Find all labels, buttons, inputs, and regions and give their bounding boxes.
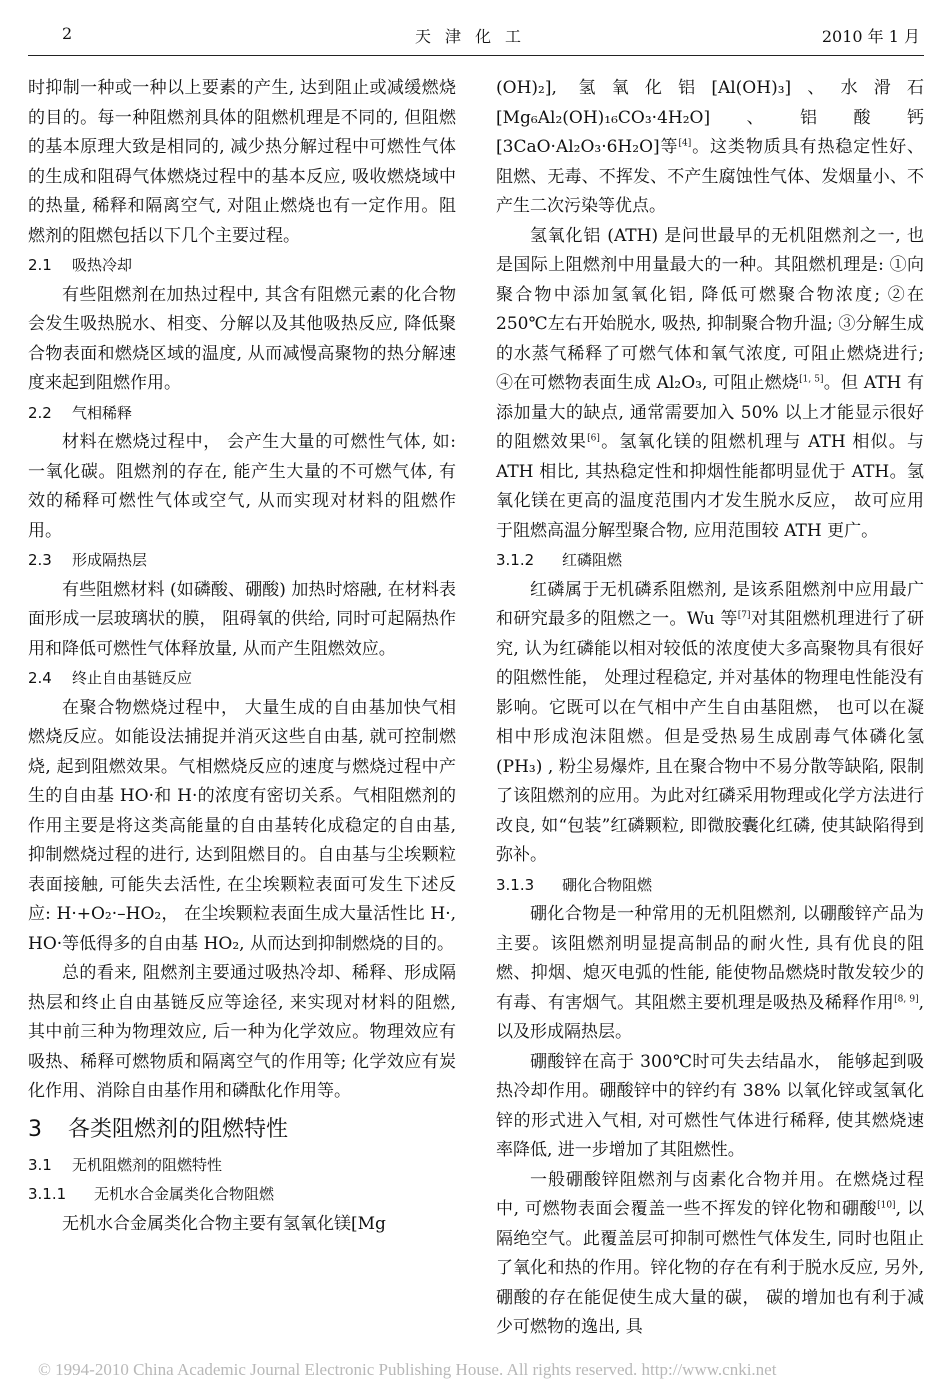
- page-header: [0, 0, 950, 58]
- section-title: 气相稀释: [72, 403, 133, 422]
- section-number: 2.4: [28, 669, 52, 687]
- paragraph-3-1-3-b: 硼酸锌在高于 300℃时可失去结晶水， 能够起到吸热冷却作用。硼酸锌中的锌约有 38% 以氧化锌或氢氧化锌的形式进入气相, 对可燃性气体进行稀释, 使其燃烧速率降低, 进一步增加了其阻燃性。: [496, 1051, 924, 1160]
- paragraph-3-1-3-a: 硼化合物是一种常用的无机阻燃剂, 以硼酸锌产品为主要。该阻燃剂明显提高制品的耐火性, 具有优良的阻燃、抑烟、熄灭电弧的性能, 能使物品燃烧时散发较少的有毒、有害烟气。其阻燃主要机理是吸热及稀释作用[8, 9], 以及形成隔热层。: [496, 904, 925, 1042]
- section-title: 吸热冷却: [72, 256, 133, 274]
- section-heading-2-3: [28, 546, 456, 576]
- paragraph-2-3: 有些阻燃材料 (如磷酸、硼酸) 加热时熔融, 在材料表面形成一层玻璃状的膜， 阻碍氧的供给, 同时可起隔热作用和降低可燃性气体释放量, 从而产生阻燃效应。: [28, 579, 456, 659]
- section-heading-3-1-2: [496, 546, 924, 576]
- section-heading-3-1-3: [496, 871, 924, 901]
- right-column: [496, 74, 924, 1343]
- section-number: 3.1.1: [28, 1185, 67, 1203]
- paragraph-2-1: 有些阻燃剂在加热过程中, 其含有阻燃元素的化合物会发生吸热脱水、相变、分解以及其他吸热反应, 降低聚合物表面和燃烧区域的温度, 从而减慢高聚物的热分解速度来起到阻燃作用。: [28, 284, 456, 393]
- section-number: 2.1: [28, 256, 52, 274]
- section-title: 无机阻燃剂的阻燃特性: [72, 1155, 223, 1174]
- section-title: 终止自由基链反应: [72, 669, 193, 687]
- paragraph-3-1-1-continued: (OH)₂], 氢氧化铝[Al(OH)₃]、水滑石[Mg₆Al₂(OH)₁₆CO₃·4H₂O]、铝酸钙[3CaO·Al₂O₃·6H₂O]等[4]。这类物质具有热稳定性好、阻燃、无毒、不挥发、不产生腐蚀性气体、发烟量小、不产生二次污染等优点。: [496, 78, 924, 216]
- section-number: 2.3: [28, 551, 52, 569]
- citation: [6]: [587, 433, 600, 444]
- citation: [8, 9]: [894, 993, 919, 1004]
- summary-paragraph: 总的看来, 阻燃剂主要通过吸热冷却、稀释、形成隔热层和终止自由基链反应等途径, 来实现对材料的阻燃, 其中前三种为物理效应, 后一种为化学效应。物理效应有吸热、稀释可燃物质和隔离空气的作用等; 化学效应有炭化作用、消除自由基作用和磷酞化作用等。: [28, 963, 456, 1101]
- section-title: 形成隔热层: [72, 551, 148, 569]
- section-heading-2-1: [28, 251, 456, 281]
- citation: [1, 5]: [799, 374, 824, 385]
- section-heading-3-1: [28, 1151, 456, 1181]
- section-title: 各类阻燃剂的阻燃特性: [68, 1116, 289, 1142]
- section-title: 红磷阻燃: [562, 551, 623, 569]
- journal-title: 天津化工: [414, 27, 535, 46]
- section-number: 3.1.2: [496, 551, 535, 569]
- paragraph-3-1-3-c: 一般硼酸锌阻燃剂与卤素化合物并用。在燃烧过程中, 可燃物表面会覆盖一些不挥发的锌化物和硼酸[10], 以隔绝空气。此覆盖层可抑制可燃性气体发生, 同时也阻止了氧化和热的作用。锌化物的存在有利于脱水反应, 另外, 硼酸的存在能促使生成大量的碳， 碳的增加也有利于减少可燃物的逸出, 具: [496, 1169, 924, 1337]
- section-heading-2-2: [28, 399, 456, 429]
- section-number: 2.2: [28, 403, 52, 422]
- citation: [10]: [877, 1200, 896, 1211]
- section-title: 硼化合物阻燃: [562, 875, 653, 894]
- paragraph-ath: 氢氧化铝 (ATH) 是问世最早的无机阻燃剂之一, 也是国际上阻燃剂中用量最大的一种。其阻燃机理是: ①向聚合物中添加氢氧化铝, 降低可燃聚合物浓度; ②在 250℃左右开始脱水, 吸热, 抑制聚合物升温; ③分解生成的水蒸气稀释了可燃气体和氧气浓度, 可阻止燃烧进行; ④在可燃物表面生成 Al₂O₃, 可阻止燃烧[1, 5]。但 ATH 有添加量大的缺点, 通常需要加入 50% 以上才能显示很好的阻燃效果[6]。氢氧化镁的阻燃机理与 ATH 相似。与 ATH 相比, 其热稳定性和抑烟性能都明显优于 ATH。氢氧化镁在更高的温度范围内才发生脱水反应， 故可应用于阻燃高温分解型聚合物, 应用范围较 ATH 更广。: [496, 225, 924, 541]
- citation: [7]: [737, 610, 751, 621]
- issue-date: 2010 年 1 月: [821, 27, 920, 46]
- section-title: 无机水合金属类化合物阻燃: [94, 1185, 275, 1203]
- paragraph-3-1-1-start: 无机水合金属类化合物主要有氢氧化镁[Mg: [62, 1213, 386, 1234]
- section-heading-3: [28, 1117, 456, 1143]
- section-heading-2-4: [28, 664, 456, 694]
- left-column: [28, 74, 456, 1239]
- section-heading-3-1-1: [28, 1180, 456, 1210]
- paragraph-2-4: 在聚合物燃烧过程中， 大量生成的自由基加快气相燃烧反应。如能设法捕捉并消灭这些自由基, 就可控制燃烧, 起到阻燃效果。气相燃烧反应的速度与燃烧过程中产生的自由基 HO·和 H·的浓度有密切关系。气相阻燃剂的作用主要是将这类高能量的自由基转化成稳定的自由基, 抑制燃烧过程的进行, 达到阻燃目的。自由基与尘埃颗粒表面接触, 可能失去活性, 在尘埃颗粒表面可发生下述反应: H·+O₂·–HO₂， 在尘埃颗粒表面生成大量活性比 H·, HO·等低得多的自由基 HO₂, 从而达到抑制燃烧的目的。: [28, 697, 456, 954]
- section-number: 3.1.3: [496, 875, 535, 894]
- copyright-watermark: © 1994-2010 China Academic Journal Electronic Publishing House. All rights reserved. http://www.cnki.net: [38, 1360, 777, 1379]
- intro-paragraph: 时抑制一种或一种以上要素的产生, 达到阻止或减缓燃烧的目的。每一种阻燃剂具体的阻燃机理是不同的, 但阻燃的基本原理大致是相同的, 减少热分解过程中可燃性气体的生成和阻碍气体燃烧过程中的基本反应, 吸收燃烧域中的热量, 稀释和隔离空气, 对阻止燃烧也有一定作用。阻燃剂的阻燃包括以下几个主要过程。: [28, 78, 456, 246]
- paragraph-2-2: 材料在燃烧过程中， 会产生大量的可燃性气体, 如: 一氧化碳。阻燃剂的存在, 能产生大量的不可燃气体, 有效的稀释可燃性气体或空气, 从而实现对材料的阻燃作用。: [28, 432, 456, 541]
- citation: [4]: [678, 138, 692, 149]
- paragraph-3-1-2: 红磷属于无机磷系阻燃剂, 是该系阻燃剂中应用最广和研究最多的阻燃之一。Wu 等[7]对其阻燃机理进行了研究, 认为红磷能以相对较低的浓度使大多高聚物具有很好的阻燃性能， 处理过程稳定, 并对基体的物理电性能没有影响。它既可以在气相中产生自由基阻燃， 也可以在凝相中形成泡沫阻燃。但是受热易生成剧毒气体磷化氢 (PH₃) , 粉尘易爆炸, 且在聚合物中不易分散等缺陷, 限制了该阻燃剂的应用。为此对红磷采用物理或化学方法进行改良, 如“包装”红磷颗粒, 即微胶囊化红磷, 使其缺陷得到弥补。: [496, 579, 925, 865]
- section-number: 3.1: [28, 1155, 52, 1174]
- page-number: 2: [62, 24, 73, 43]
- section-number: 3: [28, 1116, 42, 1142]
- header-rule: [28, 55, 924, 56]
